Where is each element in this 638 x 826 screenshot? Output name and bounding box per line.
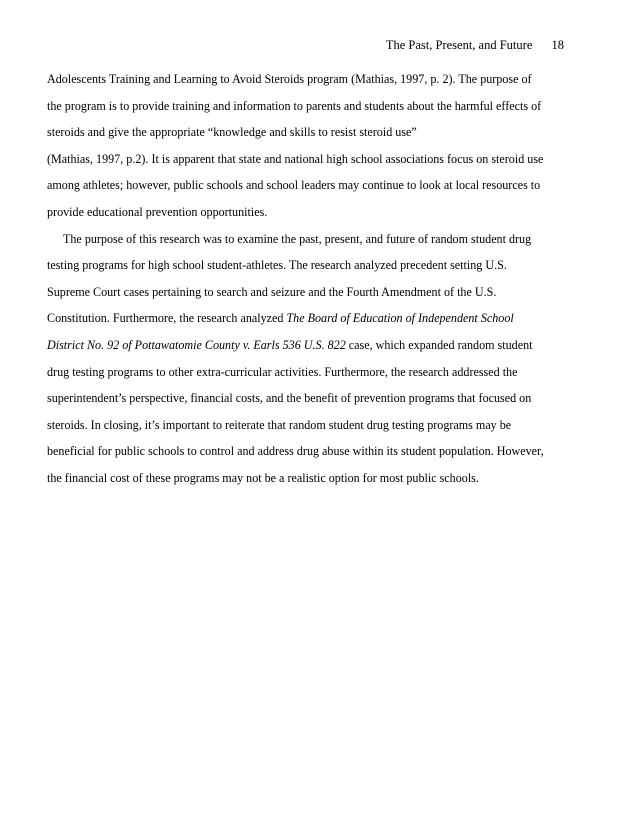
text-line — [47, 332, 577, 359]
text-line: (Mathias, 1997, p.2). It is apparent that state and national high school associations focus on steroid use — [47, 151, 544, 166]
text-line: beneficial for public schools to control and address drug abuse within its student population. However, — [47, 444, 544, 459]
page-number: 18 — [551, 38, 564, 52]
case-citation-italic: District No. 92 of Pottawatomie County v. Earls 536 U.S. 822 — [47, 337, 346, 352]
paragraph-start-line: The purpose of this research was to examine the past, present, and future of random student drug — [63, 231, 532, 246]
text-line: steroids. In closing, it’s important to reiterate that random student drug testing programs may be — [47, 417, 512, 432]
running-head: The Past, Present, and Future — [385, 38, 533, 52]
text-line: the financial cost of these programs may not be a realistic option for most public schools. — [47, 470, 479, 485]
text-segment: case, which expanded random student — [345, 337, 533, 352]
text-line: steroids and give the appropriate “knowledge and skills to resist steroid use” — [47, 125, 417, 140]
text-line — [47, 305, 577, 332]
text-line: provide educational prevention opportunities. — [47, 204, 268, 219]
text-line: Supreme Court cases pertaining to search and seizure and the Fourth Amendment of the U.S. — [47, 284, 497, 299]
text-line: among athletes; however, public schools and school leaders may continue to look at local resources to — [47, 178, 541, 193]
text-line: the program is to provide training and information to parents and students about the harmful effects of — [47, 98, 542, 113]
page-header — [386, 38, 564, 53]
text-line: drug testing programs to other extra-curricular activities. Furthermore, the research addressed the — [47, 364, 518, 379]
text-line: testing programs for high school student-athletes. The research analyzed precedent setting U.S. — [47, 258, 507, 273]
text-line: superintendent’s perspective, financial costs, and the benefit of prevention programs that focused on — [47, 391, 532, 406]
body-text — [47, 66, 577, 492]
case-citation-italic: The Board of Education of Independent School — [286, 311, 514, 326]
text-segment: Constitution. Furthermore, the research analyzed — [47, 311, 287, 326]
text-line: Adolescents Training and Learning to Avoid Steroids program (Mathias, 1997, p. 2). The purpose of — [47, 72, 532, 86]
